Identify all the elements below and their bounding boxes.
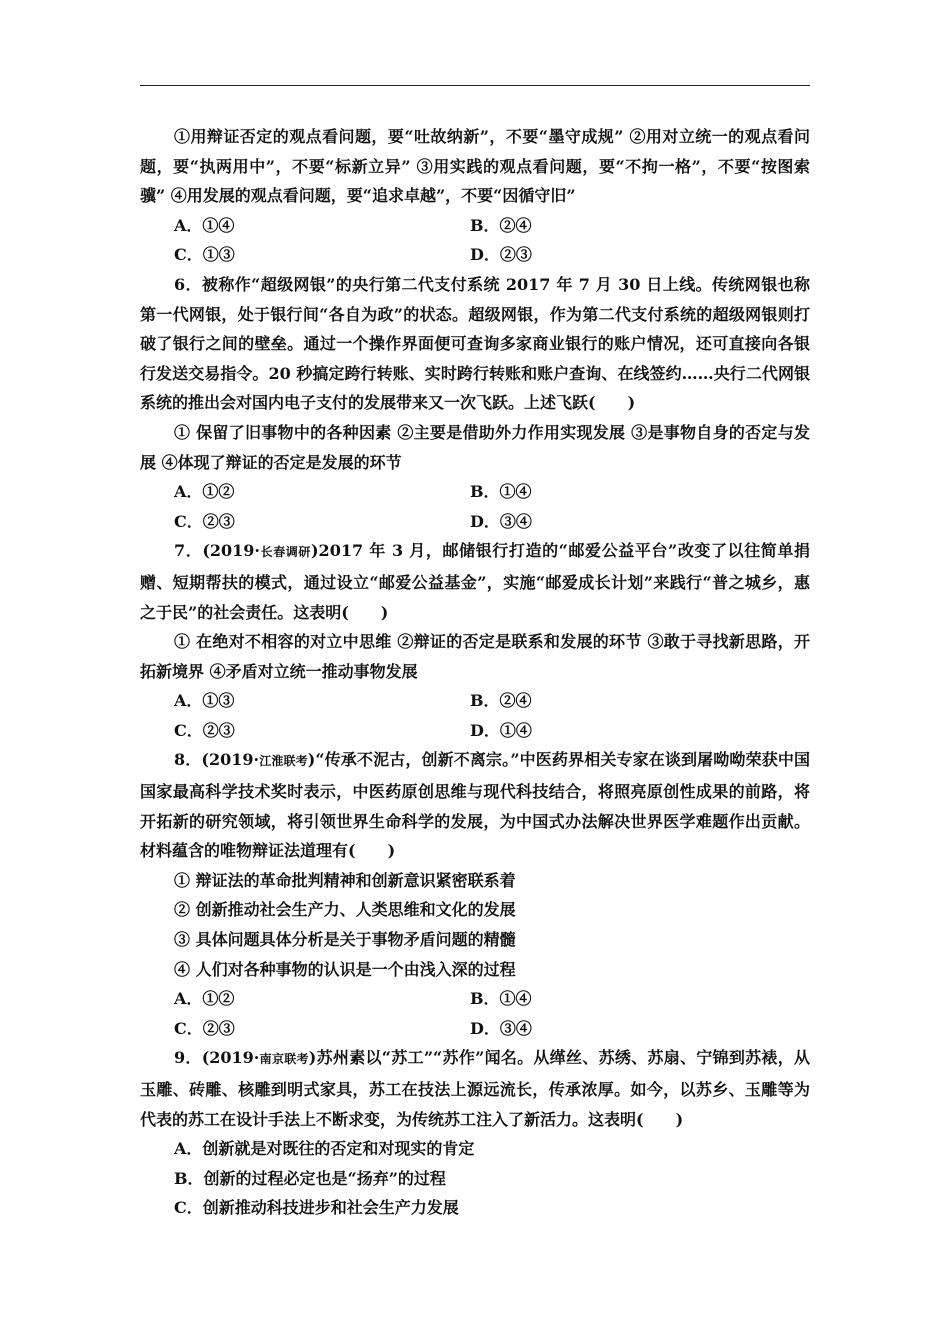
q8-number: 8．(2019· [174, 750, 260, 770]
q7-options-row-2 [140, 716, 810, 746]
q7-option-a[interactable]: A．①③ [174, 691, 235, 711]
header-rule [140, 85, 810, 86]
page-content [140, 122, 810, 1223]
q8-options-row-1 [140, 984, 810, 1014]
q6-options-row-2 [140, 507, 810, 537]
q7-option-d[interactable]: D．①④ [470, 720, 532, 740]
q7-option-c[interactable]: C．②③ [174, 720, 235, 740]
q6-option-a[interactable]: A．①② [174, 482, 235, 502]
q8-source: 江淮联考 [259, 754, 308, 769]
q8-option-c[interactable]: C．②③ [174, 1018, 235, 1038]
q5-option-c[interactable]: C．①③ [174, 245, 235, 265]
q8-statement-1: ① 辩证法的革命批判精神和创新意识紧密联系着 [174, 870, 516, 890]
q6-option-d[interactable]: D．③④ [470, 511, 532, 531]
q9-source: 南京联考 [259, 1052, 309, 1067]
q9-number: 9．(2019· [174, 1048, 260, 1068]
q9-stem [140, 1043, 810, 1134]
q5-option-b[interactable]: B．②④ [470, 215, 532, 235]
q7-option-b[interactable]: B．②④ [470, 691, 532, 711]
q7-source: 长春调研 [260, 545, 311, 560]
q5-options-row-2 [140, 240, 810, 270]
q8-statement-2: ② 创新推动社会生产力、人类思维和文化的发展 [174, 900, 516, 920]
q5-option-a[interactable]: A．①④ [174, 215, 235, 235]
q5-option-d[interactable]: D．②③ [470, 245, 532, 265]
q8-statement-4: ④ 人们对各种事物的认识是一个由浅入深的过程 [174, 959, 516, 979]
q8-statement-3: ③ 具体问题具体分析是关于事物矛盾问题的精髓 [174, 930, 516, 950]
q8-stem [140, 745, 810, 865]
q6-option-b[interactable]: B．①④ [470, 482, 532, 502]
q5-statements: ①用辩证否定的观点看问题，要“吐故纳新”，不要“墨守成规” ②用对立统一的观点看问题，要“执两用中”，不要“标新立异” ③用实践的观点看问题，要“不拘一格”，不要“按图索骥” ④用发展的观点看问题，要“追求卓越”，不要“因循守旧” [140, 127, 810, 206]
q8-option-a[interactable]: A．①② [174, 989, 235, 1009]
q9-option-a[interactable]: A．创新就是对既往的否定和对现实的肯定 [174, 1139, 475, 1159]
q7-number: 7．(2019· [174, 541, 260, 561]
q7-stem-text: )2017 年 3 月，邮储银行打造的“邮爱公益平台”改变了以往简单捐赠、短期帮扶的模式，通过设立“邮爱公益基金”，实施“邮爱成长计划”来践行“普之城乡，惠之于民”的社会责任。这表明( ) [140, 541, 810, 622]
q9-stem-text: )苏州素以“苏工”“苏作”闻名。从缂丝、苏绣、苏扇、宁锦到苏裱，从玉雕、砖雕、核雕到明式家具，苏工在技法上源远流长，传承浓厚。如今，以苏乡、玉雕等为代表的苏工在设计手法上不断求变，为传统苏工注入了新活力。这表明( ) [140, 1048, 810, 1129]
q9-option-c[interactable]: C．创新推动科技进步和社会生产力发展 [174, 1198, 459, 1218]
q6-stem: 6．被称作“超级网银”的央行第二代支付系统 2017 年 7 月 30 日上线。传统网银也称第一代网银，处于银行间“各自为政”的状态。超级网银，作为第二代支付系统的超级网银则打破了银行之间的壁垒。通过一个操作界面便可查询多家商业银行的账户情况，还可直接向各银行发送交易指令。20 秒搞定跨行转账、实时跨行转账和账户查询、在线签约……央行二代网银系统的推出会对国内电子支付的发展带来又一次飞跃。上述飞跃( ) [140, 274, 810, 413]
q7-statements: ① 在绝对不相容的对立中思维 ②辩证的否定是联系和发展的环节 ③敢于寻找新思路，开拓新境界 ④矛盾对立统一推动事物发展 [140, 632, 810, 681]
q6-option-c[interactable]: C．②③ [174, 511, 235, 531]
q8-option-b[interactable]: B．①④ [470, 989, 532, 1009]
q8-stem-text: )“传承不泥古，创新不离宗。”中医药界相关专家在谈到屠呦呦荣获中国国家最高科学技术奖时表示，中医药原创思维与现代科技结合，将照亮原创性成果的前路，将开拓新的研究领域，将引领世界生命科学的发展，为中国式办法解决世界医学难题作出贡献。材料蕴含的唯物辩证法道理有( ) [140, 750, 810, 861]
q5-options-row-1 [140, 211, 810, 241]
q9-option-b[interactable]: B．创新的过程必定也是“扬弃”的过程 [174, 1168, 446, 1188]
q6-statements: ① 保留了旧事物中的各种因素 ②主要是借助外力作用实现发展 ③是事物自身的否定与发展 ④体现了辩证的否定是发展的环节 [140, 422, 810, 472]
q7-stem [140, 536, 810, 627]
q8-options-row-2 [140, 1014, 810, 1044]
q6-options-row-1 [140, 477, 810, 507]
q8-option-d[interactable]: D．③④ [470, 1018, 532, 1038]
q7-options-row-1 [140, 686, 810, 716]
